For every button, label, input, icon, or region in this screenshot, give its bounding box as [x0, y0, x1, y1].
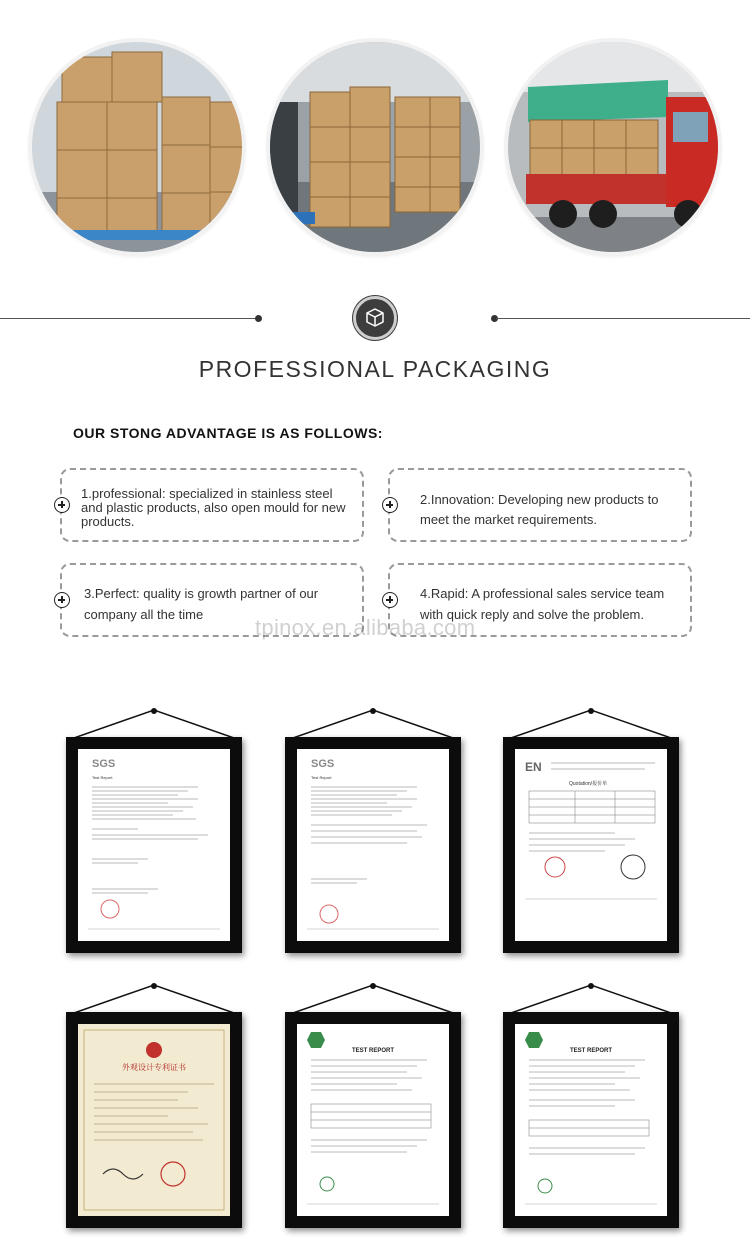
frame-hanger-2: [285, 708, 461, 738]
watermark: tpinox.en.alibaba.com: [255, 615, 476, 640]
advantage-card-1: [60, 468, 364, 542]
divider-line-left: [0, 318, 256, 319]
en-logo: EN: [525, 760, 542, 774]
certificate-document-4: [78, 1024, 230, 1216]
certificate-frame-1: [66, 737, 242, 953]
advantage-heading: OUR STONG ADVANTAGE IS AS FOLLOWS:: [73, 425, 383, 441]
certificate-frame-4: [66, 1012, 242, 1228]
certificate-document-5: [297, 1024, 449, 1216]
certificate-frame-2: [285, 737, 461, 953]
frame-hanger-4: [66, 983, 242, 1013]
certificate-document-1: [78, 749, 230, 941]
sgs-logo: SGS: [311, 758, 335, 770]
advantage-card-2: [388, 468, 692, 542]
divider-line-right: [496, 318, 750, 319]
frame-hanger-3: [503, 708, 679, 738]
certificate-heading-4: 外观设计专利证书: [122, 1063, 186, 1072]
packaging-photo-cartons: [32, 42, 242, 252]
package-box-icon: [365, 308, 385, 328]
certificate-frame-6: [503, 1012, 679, 1228]
plus-circle-icon: [54, 497, 70, 513]
plus-circle-icon: [382, 592, 398, 608]
certificate-document-6: [515, 1024, 667, 1216]
plus-circle-icon: [54, 592, 70, 608]
advantage-text-3: 3.Perfect: quality is growth partner of our company all the time: [84, 586, 319, 622]
divider-dot-left: [255, 315, 262, 322]
advantage-text-1: 1.professional: specialized in stainless steel and plastic products, also open mould for new products.: [81, 486, 346, 529]
certificate-heading-1: Test Report: [92, 775, 113, 780]
certificate-heading-5: TEST REPORT: [351, 1048, 395, 1054]
certificate-document-2: [297, 749, 449, 941]
plus-circle-icon: [382, 497, 398, 513]
certificate-document-3: [515, 749, 667, 941]
advantage-text-2: 2.Innovation: Developing new products to meet the market requirements.: [420, 492, 659, 527]
certificate-heading-6: TEST REPORT: [569, 1048, 613, 1054]
certificate-heading-3: Quotation/报价单: [569, 781, 608, 787]
frame-hanger-5: [285, 983, 461, 1013]
advantage-text-4: 4.Rapid: A professional sales service team with quick reply and solve the problem.: [420, 586, 665, 622]
section-title: PROFESSIONAL PACKAGING: [198, 356, 552, 382]
box-badge: [353, 296, 397, 340]
certificate-frame-3: [503, 737, 679, 953]
packaging-photo-truck: [508, 42, 718, 252]
certificate-heading-2: Test Report: [311, 775, 332, 780]
frame-hanger-1: [66, 708, 242, 738]
frame-hanger-6: [503, 983, 679, 1013]
packaging-photo-warehouse: [270, 42, 480, 252]
sgs-logo: SGS: [92, 758, 116, 770]
certificate-frame-5: [285, 1012, 461, 1228]
